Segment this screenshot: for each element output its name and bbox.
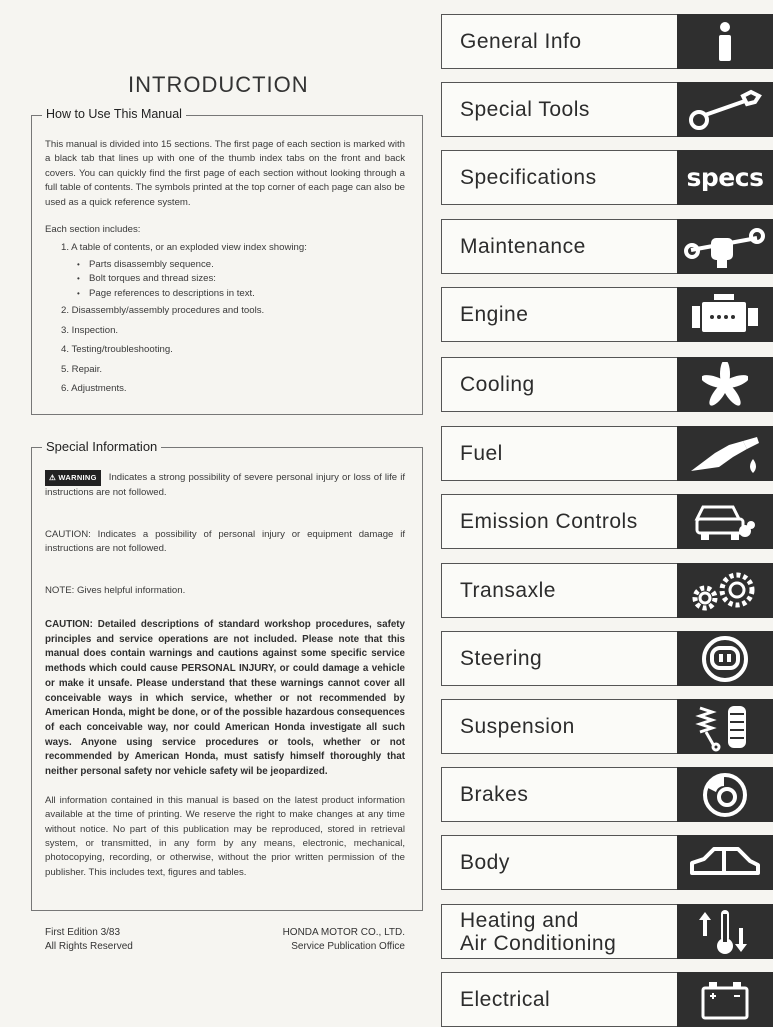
- engine-icon: [677, 287, 773, 342]
- tab-fuel[interactable]: [441, 426, 773, 481]
- tab-label: Emission Controls: [460, 509, 638, 533]
- tab-label: Heating and Air Conditioning: [460, 908, 617, 955]
- company-name: HONDA MOTOR CO., LTD.: [282, 927, 405, 938]
- car-body-icon: [677, 835, 773, 890]
- note-definition: NOTE: Gives helpful information.: [45, 584, 186, 596]
- how-to-use-intro: This manual is divided into 15 sections. The first page of each section is marked with a black tab that lines up with one of the thumb index tabs on the front and back covers. You can quickly find the first page of each section without looking through a full table of contents. The symbols printed at the top corner of each page can also be used as a quick reference system.: [45, 139, 405, 208]
- publication-notice: All information contained in this manual is based on the latest product information available at the time of printing. We reserve the right to make changes at any time without notice. No part of this publication may be reproduced, stored in retrieval system, or transmitted, in any form by any means, electronic, mechanical, photocopying, recording, or otherwise, without the prior written permission of the publisher. This includes text, figures and tables.: [45, 794, 405, 878]
- hand-wrench-icon: [677, 219, 773, 274]
- each-section-label: Each section includes:: [45, 224, 141, 236]
- tab-label: Fuel: [460, 441, 503, 465]
- info-icon: [677, 14, 773, 69]
- tab-engine[interactable]: [441, 287, 773, 342]
- tab-steering[interactable]: [441, 631, 773, 686]
- steering-wheel-icon: [677, 631, 773, 686]
- tab-label: Body: [460, 850, 510, 874]
- tab-label: Engine: [460, 302, 529, 326]
- tab-suspension[interactable]: [441, 699, 773, 754]
- how-to-use-section: [31, 107, 423, 415]
- warning-definition: ⚠ WARNING Indicates a strong possibility of severe personal injury or loss of life if instructions are not followed.: [45, 472, 405, 499]
- list-item: 2. Disassembly/assembly procedures and tools.: [61, 305, 265, 317]
- rights: All Rights Reserved: [45, 941, 133, 952]
- list-item: 4. Testing/troubleshooting.: [61, 344, 173, 356]
- special-information-section: [31, 439, 423, 911]
- special-information-heading: Special Information: [42, 439, 161, 454]
- page-title: INTRODUCTION: [128, 72, 309, 97]
- tab-label: Transaxle: [460, 578, 556, 602]
- fan-icon: [677, 357, 773, 412]
- exhaust-car-icon: [677, 494, 773, 549]
- section-contents-list: [45, 238, 405, 399]
- tab-heating-air-conditioning[interactable]: [441, 904, 773, 959]
- brake-disc-icon: [677, 767, 773, 822]
- sublist: [75, 258, 405, 302]
- publisher-info: [220, 926, 405, 954]
- edition-info: [45, 926, 133, 954]
- tab-label: Specifications: [460, 165, 597, 189]
- list-item: 3. Inspection.: [61, 324, 119, 336]
- thermometer-icon: [677, 904, 773, 959]
- tab-special-tools[interactable]: [441, 82, 773, 137]
- tab-label: Brakes: [460, 782, 529, 806]
- edition: First Edition 3/83: [45, 927, 121, 938]
- tab-general-info[interactable]: [441, 14, 773, 69]
- battery-icon: [677, 972, 773, 1027]
- tab-electrical[interactable]: [441, 972, 773, 1027]
- list-item: 6. Adjustments.: [61, 383, 127, 395]
- tab-brakes[interactable]: [441, 767, 773, 822]
- tab-label: Special Tools: [460, 97, 590, 121]
- list-item: • Bolt torques and thread sizes:: [75, 272, 405, 287]
- tab-label: Electrical: [460, 987, 551, 1011]
- tab-label: Suspension: [460, 714, 575, 738]
- specs-icon: specs: [677, 150, 773, 205]
- tab-emission-controls[interactable]: [441, 494, 773, 549]
- how-to-use-heading: How to Use This Manual: [42, 107, 186, 121]
- wrench-icon: [677, 82, 773, 137]
- tab-label: Cooling: [460, 372, 535, 396]
- list-item: 5. Repair.: [61, 363, 103, 375]
- tab-cooling[interactable]: [441, 357, 773, 412]
- gears-icon: [677, 563, 773, 618]
- tab-specifications[interactable]: [441, 150, 773, 205]
- list-item: • Parts disassembly sequence.: [75, 258, 405, 273]
- fuel-nozzle-icon: [677, 426, 773, 481]
- tab-maintenance[interactable]: [441, 219, 773, 274]
- tab-label: General Info: [460, 29, 582, 53]
- list-item: • Page references to descriptions in text.: [75, 287, 405, 302]
- caution-disclaimer: CAUTION: Detailed descriptions of standard workshop procedures, safety principles and service operations are not included. Please note that this manual does contain warnings and cautions against some specific service methods which could cause PERSONAL INJURY, or could damage a vehicle or make it unsafe. Please understand that these warnings cannot cover all conceivable ways in which service, whether or not recommended by American Honda, might be done, or of the possible hazardous consequences of each conceivable way, nor could American Honda investigate all such ways. Anyone using service procedures or tools, whether or not recommended by American Honda, must satisfy himself thoroughly that neither personal safety nor vehicle safety wil be jeopardized.: [45, 619, 405, 778]
- shock-absorber-icon: [677, 699, 773, 754]
- warning-badge: ⚠ WARNING: [45, 470, 101, 486]
- tab-label: Steering: [460, 646, 543, 670]
- tab-label: Maintenance: [460, 234, 586, 258]
- tab-transaxle[interactable]: [441, 563, 773, 618]
- publication-office: Service Publication Office: [291, 941, 405, 952]
- tab-body[interactable]: [441, 835, 773, 890]
- list-item: 1. A table of contents, or an exploded view index showing:: [61, 242, 307, 254]
- caution-definition: CAUTION: Indicates a possibility of personal injury or equipment damage if instructions are not followed.: [45, 528, 405, 555]
